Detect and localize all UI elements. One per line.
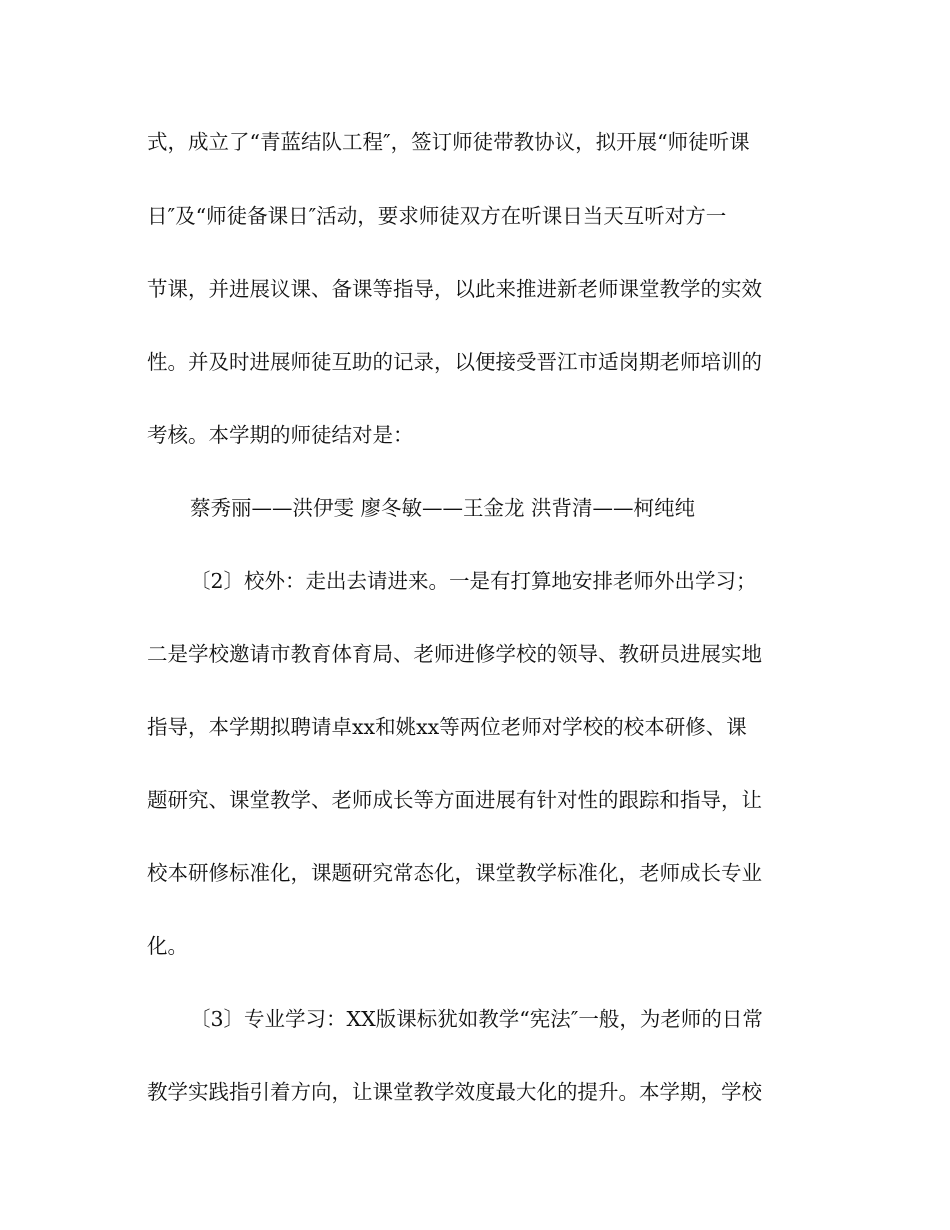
paragraph-line: 校本研修标准化，课题研究常态化，课堂教学标准化，老师成长专业 [147,861,762,885]
paragraph-line: 指导，本学期拟聘请卓xx和姚xx等两位老师对学校的校本研修、课 [147,715,747,739]
paragraph-line: 式，成立了“青蓝结队工程″，签订师徒带教协议，拟开展“师徒听课 [147,130,750,154]
section-heading-line: 〔2〕校外：走出去请进来。一是有打算地安排老师外出学习； [190,569,757,593]
paragraph-line: 性。并及时进展师徒互助的记录，以便接受晋江市适岗期老师培训的 [147,350,762,374]
paragraph-line: 化。 [147,934,188,958]
paragraph-line: 节课，并进展议课、备课等指导，以此来推进新老师课堂教学的实效 [147,277,762,301]
paragraph-line: 题研究、课堂教学、老师成长等方面进展有针对性的跟踪和指导，让 [147,788,762,812]
paragraph-line: 教学实践指引着方向，让课堂教学效度最大化的提升。本学期，学校 [147,1080,762,1104]
paragraph-line: 日″及“师徒备课日″活动，要求师徒双方在听课日当天互听对方一 [147,204,727,228]
section-heading-line: 〔3〕专业学习：XX版课标犹如教学“宪法″一般，为老师的日常 [190,1007,763,1031]
paragraph-line: 考核。本学期的师徒结对是： [147,423,414,447]
mentor-pairs-line: 蔡秀丽——洪伊雯 廖冬敏——王金龙 洪背清——柯纯纯 [190,496,696,520]
paragraph-line: 二是学校邀请市教育体育局、老师进修学校的领导、教研员进展实地 [147,642,762,666]
